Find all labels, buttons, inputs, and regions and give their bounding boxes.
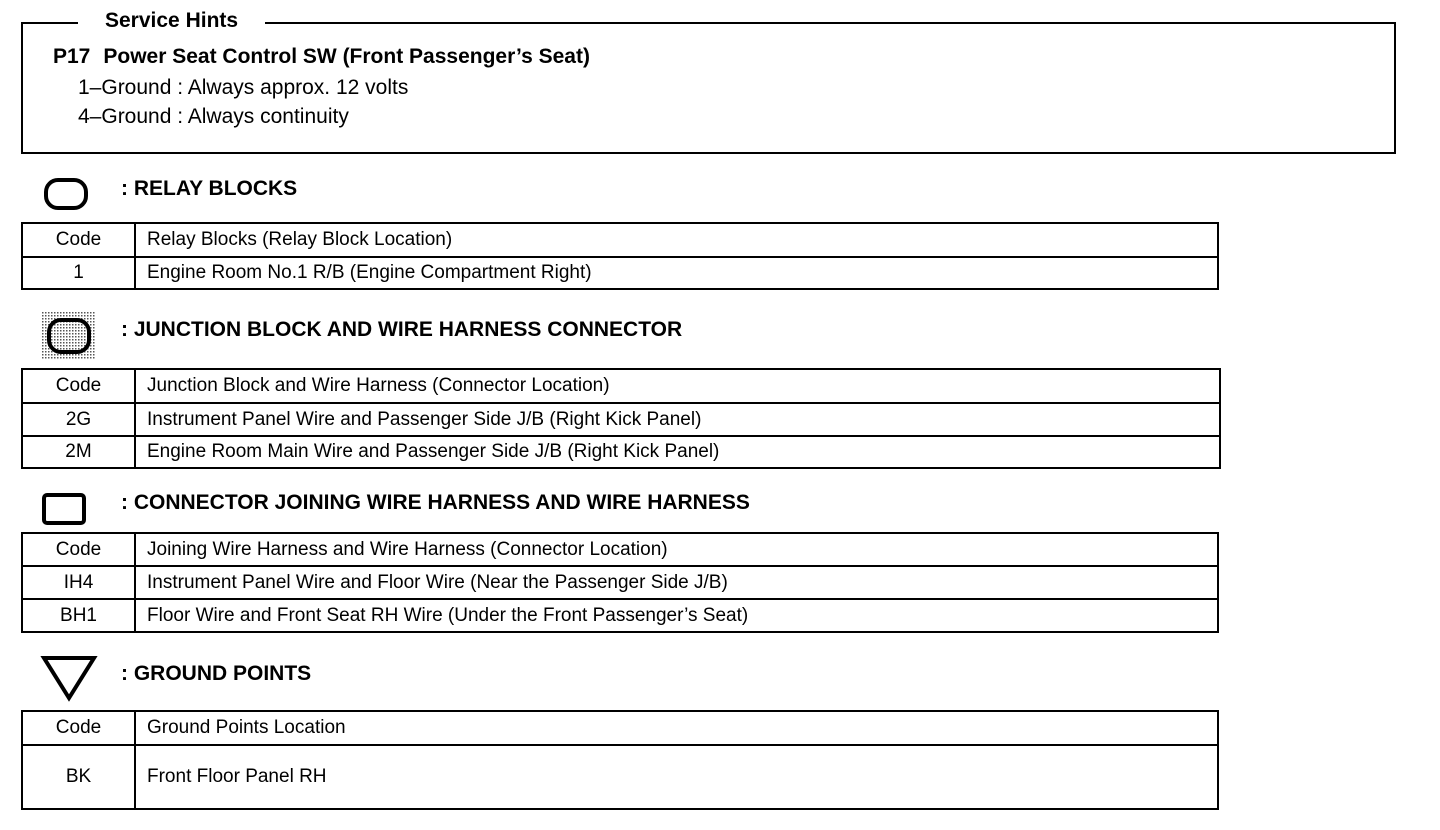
row-location: Instrument Panel Wire and Floor Wire (Near the Passenger Side J/B) [135,566,1218,599]
header-code: Code [22,223,135,257]
header-location: Relay Blocks (Relay Block Location) [135,223,1218,257]
inverted-triangle-icon [40,654,98,702]
ground-points-heading: : GROUND POINTS [121,662,312,685]
relay-blocks-heading: : RELAY BLOCKS [121,177,298,200]
connector-heading: : CONNECTOR JOINING WIRE HARNESS AND WIRE HARNESS [121,491,750,514]
header-code: Code [22,711,135,745]
hint-component-title [53,44,590,70]
row-location: Engine Room Main Wire and Passenger Side J/B (Right Kick Panel) [135,436,1220,468]
junction-block-table [21,368,1221,469]
hint-component-name: Power Seat Control SW (Front Passenger’s Seat) [103,45,590,68]
header-location: Joining Wire Harness and Wire Harness (Connector Location) [135,533,1218,566]
row-code: 2G [22,403,135,436]
table-row [22,257,1218,289]
table-header-row [22,711,1218,745]
table-header-row [22,369,1220,403]
table-header-row [22,223,1218,257]
row-location: Engine Room No.1 R/B (Engine Compartment Right) [135,257,1218,289]
row-location: Front Floor Panel RH [135,745,1218,809]
connector-table [21,532,1219,633]
hint-line: 1–Ground : Always approx. 12 volts [78,76,409,99]
rectangle-icon [41,492,87,526]
hint-component-code: P17 [53,45,91,68]
row-code: 1 [22,257,135,289]
header-location: Junction Block and Wire Harness (Connector Location) [135,369,1220,403]
header-code: Code [22,533,135,566]
table-row [22,599,1218,632]
row-location: Floor Wire and Front Seat RH Wire (Under the Front Passenger’s Seat) [135,599,1218,632]
header-location: Ground Points Location [135,711,1218,745]
hint-line: 4–Ground : Always continuity [78,105,349,128]
row-code: BK [22,745,135,809]
table-header-row [22,533,1218,566]
row-location: Instrument Panel Wire and Passenger Side J/B (Right Kick Panel) [135,403,1220,436]
relay-blocks-table [21,222,1219,290]
table-row [22,745,1218,809]
row-code: IH4 [22,566,135,599]
ground-points-table [21,710,1219,810]
row-code: BH1 [22,599,135,632]
row-code: 2M [22,436,135,468]
table-row [22,403,1220,436]
table-row [22,436,1220,468]
header-code: Code [22,369,135,403]
junction-block-heading: : JUNCTION BLOCK AND WIRE HARNESS CONNECTOR [121,318,683,341]
shaded-rounded-rectangle-icon [42,312,96,360]
rounded-rectangle-icon [43,177,89,211]
service-hints-legend: Service Hints [78,9,265,33]
table-row [22,566,1218,599]
